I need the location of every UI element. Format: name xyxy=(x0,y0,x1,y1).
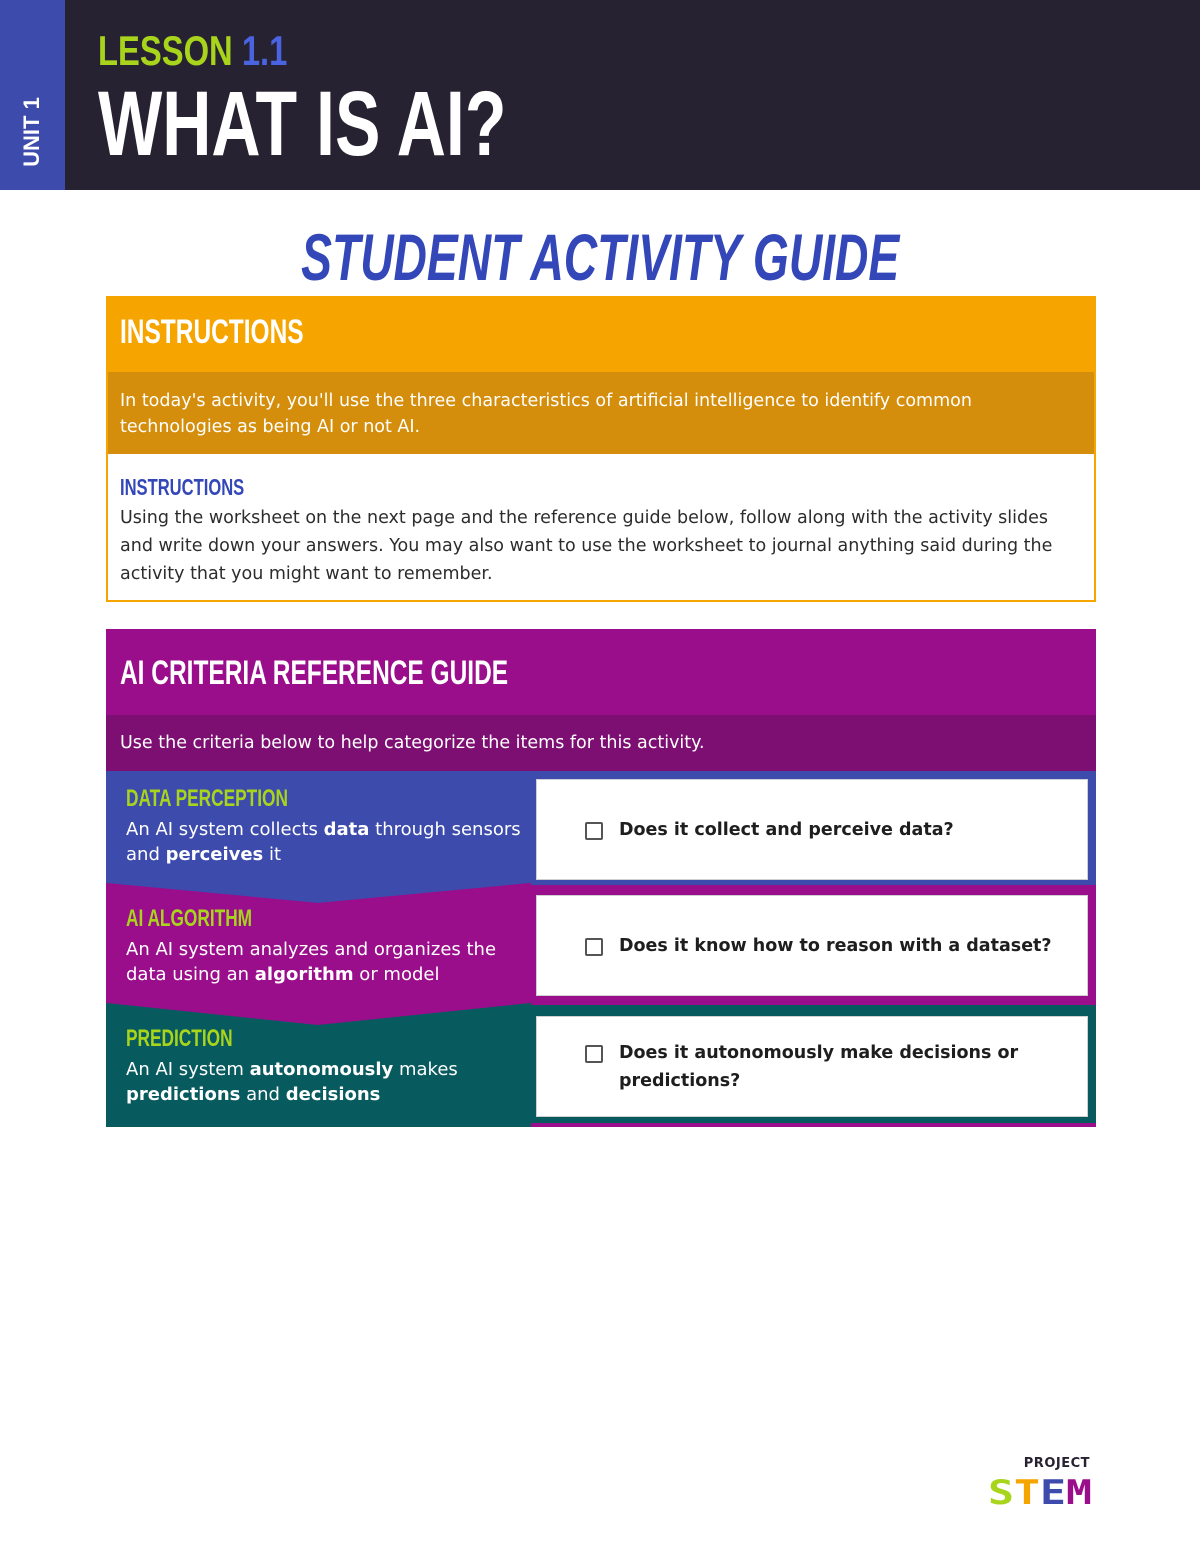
instructions-body: Using the worksheet on the next page and the reference guide below, follow along with the activity slides and write down your answers. You may also want to use the worksheet to journal anything said during the activity that you might want to remember. xyxy=(120,508,1053,584)
question-text: Does it autonomously make decisions or predictions? xyxy=(619,1043,1019,1091)
instructions-subheading: INSTRUCTIONS xyxy=(120,474,245,500)
question-text: Does it know how to reason with a dataset? xyxy=(619,936,1052,956)
project-stem-logo xyxy=(986,1454,1096,1514)
criteria-title: AI ALGORITHM xyxy=(126,905,253,932)
logo-letter-e: E xyxy=(1040,1473,1061,1508)
criteria-item-algorithm xyxy=(106,891,531,1003)
logo-stem-text xyxy=(988,1473,1092,1508)
criteria-heading: AI CRITERIA REFERENCE GUIDE xyxy=(120,654,509,692)
checkbox-icon[interactable] xyxy=(585,822,603,840)
logo-project-text: PROJECT xyxy=(1023,1456,1090,1471)
criteria-description xyxy=(126,1057,526,1107)
desc-bold: autonomously xyxy=(249,1059,394,1080)
stem-logo-icon xyxy=(986,1468,1096,1508)
lesson-header xyxy=(0,0,1200,190)
desc-part: makes xyxy=(393,1059,458,1080)
criteria-item-prediction xyxy=(106,1011,531,1123)
question-text: Does it collect and perceive data? xyxy=(619,820,954,840)
checkbox-icon[interactable] xyxy=(585,1045,603,1063)
criteria-description xyxy=(126,937,526,987)
instructions-card xyxy=(106,296,1096,602)
desc-part: An AI system analyzes and organizes the data using an xyxy=(126,939,497,985)
lesson-word: LESSON xyxy=(98,27,233,74)
instructions-intro xyxy=(108,372,1094,454)
criteria-title: DATA PERCEPTION xyxy=(126,785,288,812)
unit-tab xyxy=(0,0,65,190)
criteria-description xyxy=(126,817,526,867)
desc-bold: algorithm xyxy=(254,964,354,985)
question-box-data xyxy=(536,779,1088,880)
checkbox-icon[interactable] xyxy=(585,938,603,956)
guide-title-text: STUDENT ACTIVITY GUIDE xyxy=(300,220,900,294)
logo-letter-t: T xyxy=(1014,1473,1035,1508)
desc-bold: decisions xyxy=(285,1084,381,1105)
desc-part: through sensors and xyxy=(126,819,521,865)
criteria-intro xyxy=(106,715,1096,771)
instructions-header xyxy=(108,298,1094,372)
desc-part: or model xyxy=(353,964,440,985)
criteria-item-data-perception xyxy=(106,771,531,883)
desc-part: An AI system collects xyxy=(126,819,324,840)
desc-part: it xyxy=(263,844,282,865)
desc-bold: predictions xyxy=(126,1084,241,1105)
lesson-label xyxy=(98,26,287,76)
instructions-heading: INSTRUCTIONS xyxy=(120,313,304,351)
guide-title xyxy=(0,222,1200,292)
desc-bold: data xyxy=(323,819,370,840)
unit-label: UNIT 1 xyxy=(19,97,44,167)
desc-part: and xyxy=(240,1084,286,1105)
logo-letter-m: M xyxy=(1066,1473,1087,1508)
page-title: WHAT IS AI? xyxy=(98,73,507,175)
desc-part: An AI system xyxy=(126,1059,250,1080)
instructions-intro-text: In today's activity, you'll use the three characteristics of artificial intelligence to identify common technologies as being AI or not AI. xyxy=(120,391,972,437)
criteria-intro-text: Use the criteria below to help categorize the items for this activity. xyxy=(120,733,705,753)
question-box-algorithm xyxy=(536,895,1088,996)
logo-letter-s: S xyxy=(988,1473,1009,1508)
desc-bold: perceives xyxy=(165,844,264,865)
criteria-card xyxy=(106,629,1096,1127)
lesson-number: 1.1 xyxy=(241,27,288,74)
criteria-title: PREDICTION xyxy=(126,1025,233,1052)
question-box-prediction xyxy=(536,1016,1088,1117)
